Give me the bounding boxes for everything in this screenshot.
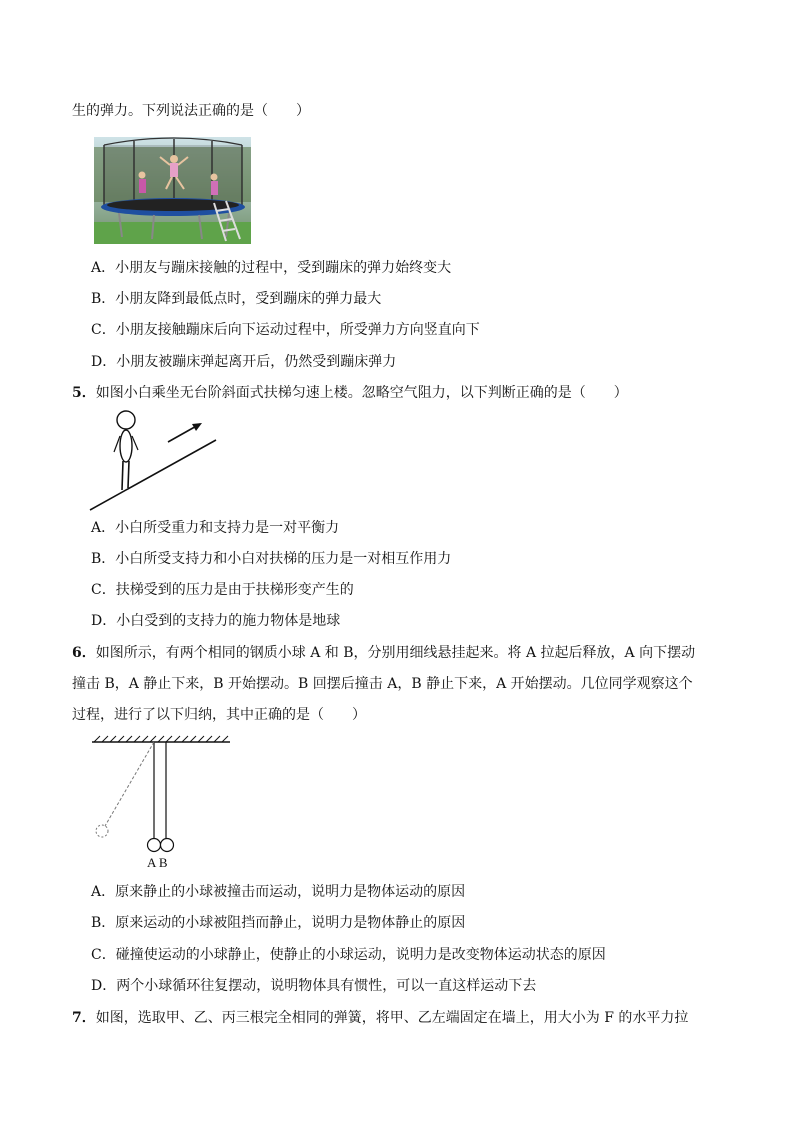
q5-stem-text: 如图小白乘坐无台阶斜面式扶梯匀速上楼。忽略空气阻力，以下判断正确的是（ ）: [95, 385, 628, 401]
q7-stem: [72, 1009, 688, 1027]
trampoline-photo: [94, 137, 251, 244]
q6-option-c: C．碰撞使运动的小球静止，使静止的小球运动，说明力是改变物体运动状态的原因: [91, 947, 606, 963]
q4-option-a: A．小朋友与蹦床接触的过程中，受到蹦床的弹力始终变大: [91, 260, 452, 276]
q7-stem-text: 如图，选取甲、乙、丙三根完全相同的弹簧，将甲、乙左端固定在墙上，用大小为 F 的水平力拉: [95, 1010, 689, 1026]
q6-option-a: A．原来静止的小球被撞击而运动，说明力是物体运动的原因: [91, 884, 466, 900]
q5-number: 5．: [72, 385, 96, 401]
q4-option-b: B．小朋友降到最低点时，受到蹦床的弹力最大: [91, 291, 382, 307]
q5-option-d: D．小白受到的支持力的施力物体是地球: [91, 613, 341, 629]
q6-stem-line-3: 过程，进行了以下归纳，其中正确的是（ ）: [72, 707, 366, 723]
q4-option-c: C．小朋友接触蹦床后向下运动过程中，所受弹力方向竖直向下: [91, 322, 480, 338]
q4-stem: 生的弹力。下列说法正确的是（ ）: [72, 103, 310, 119]
q5-option-a: A．小白所受重力和支持力是一对平衡力: [91, 520, 340, 536]
q4-option-d: D．小朋友被蹦床弹起离开后，仍然受到蹦床弹力: [91, 354, 397, 370]
q5-stem: [72, 384, 628, 402]
q6-number: 6．: [72, 645, 96, 661]
q7-number: 7．: [72, 1010, 96, 1026]
q6-stem-line-2: 撞击 B，A 静止下来，B 开始摆动。B 回摆后撞击 A，B 静止下来，A 开始摆动。几位同学观察这个: [72, 676, 693, 692]
q5-option-b: B．小白所受支持力和小白对扶梯的压力是一对相互作用力: [91, 551, 452, 567]
q6-stem-text-1: 如图所示，有两个相同的钢质小球 A 和 B，分别用细线悬挂起来。将 A 拉起后释放，A 向下摆动: [95, 645, 696, 661]
pendulum-figure: [88, 734, 238, 872]
q6-option-d: D．两个小球循环往复摆动，说明物体具有惯性，可以一直这样运动下去: [91, 978, 537, 994]
pendulum-ball-labels: A B: [147, 855, 168, 870]
q5-option-c: C．扶梯受到的压力是由于扶梯形变产生的: [91, 582, 354, 598]
q6-option-b: B．原来运动的小球被阻挡而静止，说明力是物体静止的原因: [91, 915, 466, 931]
q6-stem-line-1: [72, 644, 695, 662]
escalator-figure: [86, 408, 226, 512]
